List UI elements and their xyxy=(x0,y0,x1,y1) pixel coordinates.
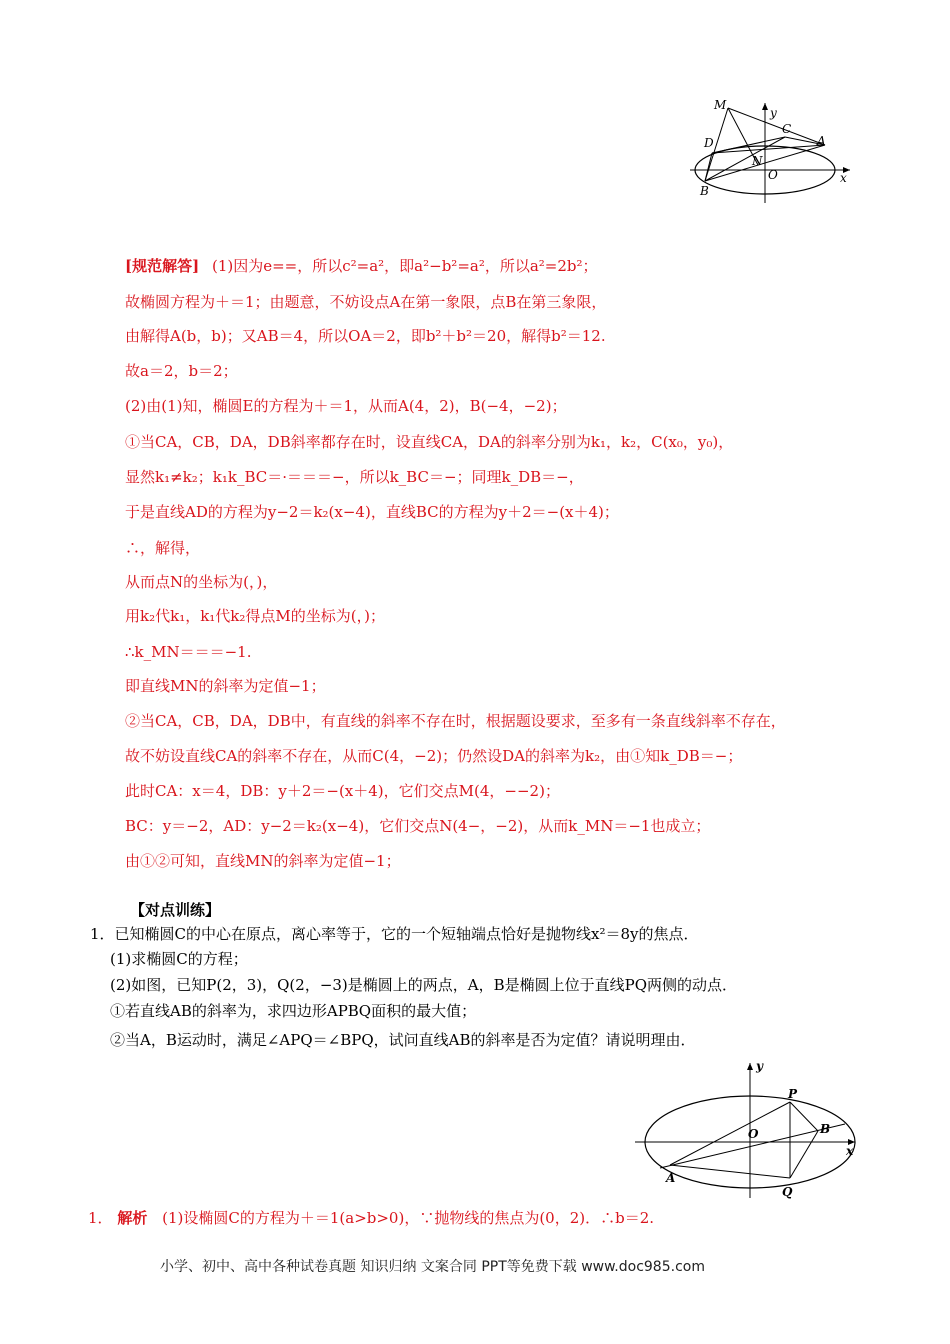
answer-text: (1)设椭圆C的方程为＋＝1(a>b>0)，∵抛物线的焦点为(0，2)．∴b＝2. xyxy=(162,1209,655,1227)
answer-number: 1． xyxy=(88,1209,113,1227)
solution-line-10: 从而点N的坐标为(，)， xyxy=(125,573,278,591)
solution-line-13: 即直线MN的斜率为定值−1； xyxy=(125,677,326,695)
question-1: 1．已知椭圆C的中心在原点，离心率等于，它的一个短轴端点恰好是抛物线x²＝8y的焦点． xyxy=(90,925,699,943)
label-A: A xyxy=(817,134,826,148)
solution-line-1 xyxy=(125,256,598,276)
label-M: M xyxy=(714,98,727,112)
training-title: 【对点训练】 xyxy=(130,901,221,919)
solution-line-9: ∴，解得， xyxy=(125,539,201,557)
label-y: y xyxy=(770,106,777,120)
solution-line-2: 故椭圆方程为＋＝1；由题意，不妨设点A在第一象限，点B在第三象限， xyxy=(125,293,607,311)
solution-line-5: (2)由(1)知，椭圆E的方程为＋＝1，从而A(4，2)，B(−4，−2)； xyxy=(125,397,567,415)
label-O: O xyxy=(768,168,778,182)
solution-line-14: ②当CA，CB，DA，DB中，有直线的斜率不存在时，根据题设要求，至多有一条直线斜率不存在， xyxy=(125,712,786,730)
page-footer: 小学、初中、高中各种试卷真题 知识归纳 文案合同 PPT等免费下载 www.doc985.com xyxy=(160,1259,705,1275)
label-D: D xyxy=(704,136,714,150)
solution-line-11: 用k₂代k₁，k₁代k₂得点M的坐标为(，)； xyxy=(125,607,385,625)
label-B: B xyxy=(820,1122,831,1136)
solution-text-1: (1)因为e==，所以c²=a²，即a²−b²=a²，所以a²=2b²； xyxy=(211,257,598,275)
solution-line-12: ∴k_MN＝＝＝−1. xyxy=(125,643,252,661)
label-y: y xyxy=(756,1059,763,1073)
label-Q: Q xyxy=(782,1185,793,1199)
solution-line-16: 此时CA：x＝4，DB：y＋2＝−(x＋4)，它们交点M(4，−−2)； xyxy=(125,782,560,800)
label-N: N xyxy=(752,154,763,168)
label-A: A xyxy=(666,1171,676,1185)
label-B: B xyxy=(700,184,709,198)
question-1-part-2a: ①若直线AB的斜率为，求四边形APBQ面积的最大值； xyxy=(110,1002,477,1020)
question-1-part-2b: ②当A，B运动时，满足∠APQ＝∠BPQ，试问直线AB的斜率是否为定值？请说明理由． xyxy=(110,1031,696,1049)
figure-ellipse-apbq xyxy=(630,1058,870,1203)
answer-line xyxy=(88,1208,654,1228)
solution-line-6: ①当CA，CB，DA，DB斜率都存在时，设直线CA，DA的斜率分别为k₁，k₂，C(x₀，y₀)， xyxy=(125,433,734,451)
solution-line-17: BC：y＝−2，AD：y−2＝k₂(x−4)，它们交点N(4−，−2)，从而k_MN＝−1也成立； xyxy=(125,817,711,835)
solution-line-8: 于是直线AD的方程为y−2＝k₂(x−4)，直线BC的方程为y＋2＝−(x＋4)； xyxy=(125,503,619,521)
solution-line-7: 显然k₁≠k₂；k₁k_BC＝·＝＝＝−，所以k_BC＝−；同理k_DB＝−， xyxy=(125,468,584,486)
label-C: C xyxy=(782,122,792,136)
question-1-part-2: (2)如图，已知P(2，3)，Q(2，−3)是椭圆上的两点，A，B是椭圆上位于直线PQ两侧的动点． xyxy=(110,976,738,994)
question-1-part-1: (1)求椭圆C的方程； xyxy=(110,950,248,968)
solution-label: [规范解答] xyxy=(125,257,200,275)
solution-line-4: 故a＝2，b＝2； xyxy=(125,362,238,380)
figure-ellipse-mn xyxy=(690,95,860,205)
solution-line-18: 由①②可知，直线MN的斜率为定值−1； xyxy=(125,852,401,870)
label-P: P xyxy=(788,1087,798,1101)
label-x: x xyxy=(840,171,847,185)
answer-label: 解析 xyxy=(117,1209,148,1227)
label-O: O xyxy=(748,1127,759,1141)
solution-line-15: 故不妨设直线CA的斜率不存在，从而C(4，−2)；仍然设DA的斜率为k₂，由①知k_DB＝−； xyxy=(125,747,743,765)
label-x: x xyxy=(846,1144,854,1158)
solution-line-3: 由解得A(b，b)；又AB＝4，所以OA＝2，即b²＋b²＝20，解得b²＝12. xyxy=(125,327,606,345)
